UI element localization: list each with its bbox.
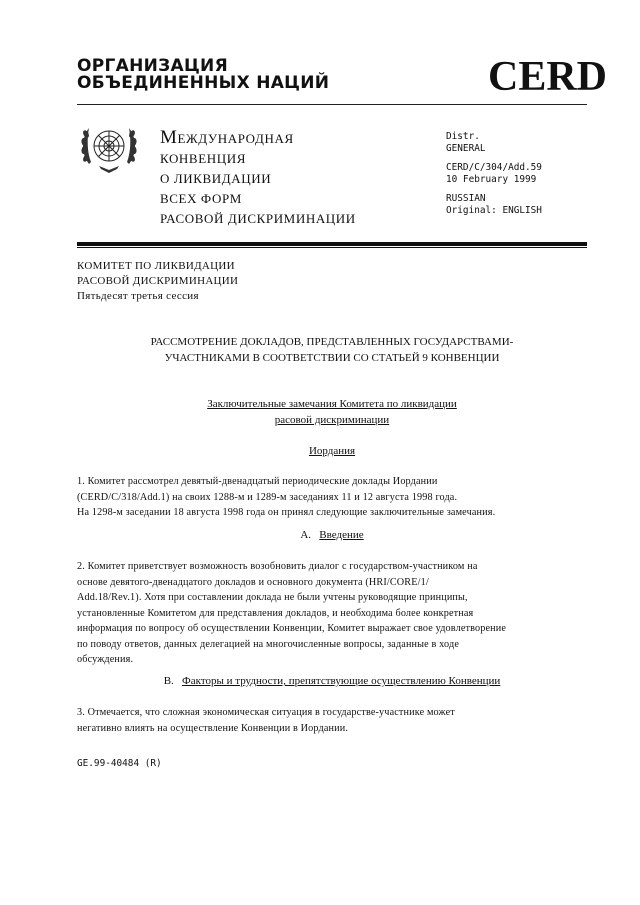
agenda-line-1: РАССМОТРЕНИЕ ДОКЛАДОВ, ПРЕДСТАВЛЕННЫХ ГОСУДАРСТВАМИ- <box>150 336 514 348</box>
paragraph-2-line: Add.18/Rev.1). Хотя при составлении доклада не были учтены руководящие принципы, <box>77 592 468 603</box>
paragraph-1-line: (CERD/C/318/Add.1) на своих 1288-м и 1289-м заседаниях 11 и 12 августа 1998 года. <box>77 491 458 503</box>
job-number: GE.99-40484 (R) <box>77 758 162 769</box>
document-title <box>77 396 587 428</box>
country-name: Иордания <box>308 445 356 457</box>
convention-line-1 <box>160 128 356 149</box>
committee-line-2: РАСОВОЙ ДИСКРИМИНАЦИИ <box>77 275 239 287</box>
paragraph-2 <box>77 559 597 668</box>
org-line-1: ОРГАНИЗАЦИЯ <box>77 56 228 76</box>
country-heading <box>77 443 587 459</box>
un-emblem-icon <box>77 120 141 176</box>
committee-line-1: КОМИТЕТ ПО ЛИКВИДАЦИИ <box>77 260 235 272</box>
agenda-heading <box>77 334 587 366</box>
agenda-line-2: УЧАСТНИКАМИ В СООТВЕТСТВИИ СО СТАТЬЕЙ 9 КОНВЕНЦИИ <box>164 352 500 364</box>
org-line-2: ОБЪЕДИНЕННЫХ НАЦИЙ <box>77 73 330 93</box>
paragraph-2-line: основе девятого-двенадцатого докладов и основного документа (HRI/CORE/1/ <box>77 576 429 588</box>
distribution-label: Distr. <box>446 131 480 142</box>
section-b-letter: B. <box>163 675 174 687</box>
document-language: RUSSIAN <box>446 193 486 204</box>
convention-line-4: ВСЕХ ФОРМ <box>160 191 242 206</box>
session-label: Пятьдесят третья сессия <box>77 290 199 302</box>
document-symbol: CERD/C/304/Add.59 <box>446 162 542 173</box>
header-divider <box>77 104 587 105</box>
convention-line-2: КОНВЕНЦИЯ <box>160 151 246 166</box>
document-code: CERD <box>487 54 607 100</box>
organization-name <box>77 58 329 92</box>
section-b-heading <box>77 673 587 689</box>
paragraph-2-line: по поводу ответов, данных делегацией на многочисленные вопросы, заданные в ходе <box>77 638 459 650</box>
paragraph-3 <box>77 705 597 736</box>
paragraph-2-line: информация по вопросу об осуществлении Конвенции, Комитет выражает свое удовлетворение <box>77 623 507 634</box>
convention-line-1-rest: ЕЖДУНАРОДНАЯ <box>177 131 294 146</box>
paragraph-2-line: установленные Комитетом для представления докладов, и необходима более конкретная <box>77 607 474 619</box>
distribution-value: GENERAL <box>446 142 486 154</box>
title-line-1: Заключительные замечания Комитета по ликвидации <box>207 398 457 410</box>
original-language: Original: ENGLISH <box>446 204 542 216</box>
convention-title <box>160 128 356 229</box>
paragraph-1-line: На 1298-м заседании 18 августа 1998 года он принял следующие заключительные замечания. <box>77 507 496 518</box>
convention-line-5: РАСОВОЙ ДИСКРИМИНАЦИИ <box>160 211 356 226</box>
paragraph-2-line: 2. Комитет приветствует возможность возобновить диалог с государством-участником на <box>77 561 478 572</box>
title-line-2: расовой дискриминации <box>274 414 390 426</box>
paragraph-2-line: обсуждения. <box>77 654 134 665</box>
section-a-letter: A. <box>300 529 312 541</box>
paragraph-1 <box>77 474 597 521</box>
paragraph-3-line: негативно влиять на осуществление Конвенции в Иордании. <box>77 722 349 734</box>
section-a-heading <box>77 527 587 543</box>
section-b-title: Факторы и трудности, препятствующие осуществлению Конвенции <box>182 675 501 687</box>
convention-line-3: О ЛИКВИДАЦИИ <box>160 171 272 186</box>
paragraph-3-line: 3. Отмечается, что сложная экономическая ситуация в государстве-участнике может <box>77 707 455 718</box>
section-a-title: Введение <box>319 529 364 541</box>
header-double-rule <box>77 242 587 248</box>
committee-block <box>77 259 238 304</box>
convention-initial: М <box>160 127 178 148</box>
paragraph-1-line: 1. Комитет рассмотрел девятый-двенадцатый периодические доклады Иордании <box>77 476 438 487</box>
document-metadata <box>446 131 542 216</box>
document-date: 10 February 1999 <box>446 173 537 185</box>
